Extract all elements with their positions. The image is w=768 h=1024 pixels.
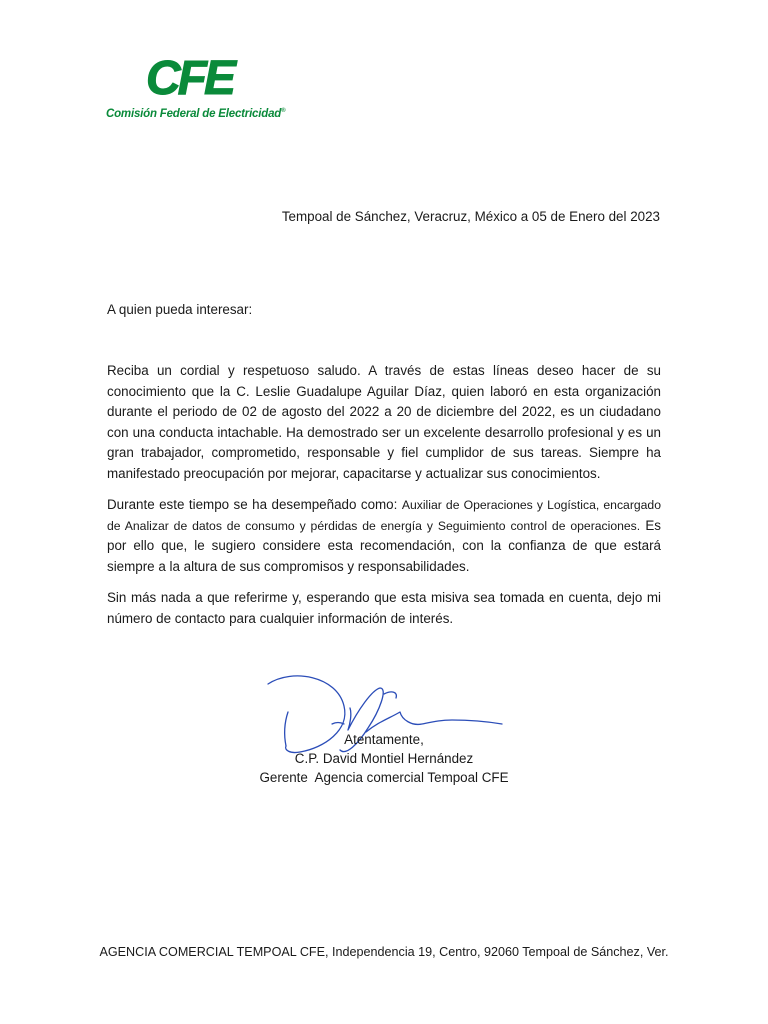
paragraph-2-rest: Es por ello que, le sugiero considere esta recomendación, con la confianza de que estará siempre a la altura de sus compromisos y responsabilidades. [107,517,661,574]
body-paragraph-1: Reciba un cordial y respetuoso saludo. A través de estas líneas deseo hacer de su conocimiento que la C. Leslie Guadalupe Aguilar Díaz, quien laboró en esta organización durante el periodo de 02 de agosto del 2022 a 20 de diciembre del 2022, es un ciudadano con una conducta intachable. Ha demostrado ser un excelente desarrollo profesional y es un gran trabajador, comprometido, responsable y fiel cumplidor de sus tareas. Siempre ha manifestado preocupación por mejorar, capacitarse y actualizar sus conocimientos. [107,363,661,481]
body-paragraph-3: Sin más nada a que referirme y, esperando que esta misiva sea tomada en cuenta, dejo mi número de contacto para cualquier información de interés. [107,590,661,626]
signer-name: C.P. David Montiel Hernández [294,751,474,766]
signer-title: Gerente Agencia comercial Tempoal CFE [259,770,509,785]
body-paragraph-2 [107,495,661,577]
registered-mark: ® [281,108,286,115]
footer-address: AGENCIA COMERCIAL TEMPOAL CFE, Independencia 19, Centro, 92060 Tempoal de Sánchez, Ver. [99,945,669,959]
closing-salutation: Atentamente, [344,732,424,747]
cfe-logo [106,52,296,126]
organization-name-text: Comisión Federal de Electricidad [106,108,282,120]
paragraph-2-role: Auxiliar de Operaciones y Logística, encargado de Analizar de datos de consumo y pérdidas de energía y Seguimiento control de operaciones. [107,498,661,533]
organization-name [106,108,285,120]
letter-dateline: Tempoal de Sánchez, Veracruz, México a 05 de Enero del 2023 [281,209,660,224]
cfe-logo-mark [146,52,256,102]
paragraph-2-intro: Durante este tiempo se ha desempeñado como: [107,497,402,512]
cfe-logo-letters: CFE [146,52,233,102]
letter-greeting: A quien pueda interesar: [107,302,253,317]
